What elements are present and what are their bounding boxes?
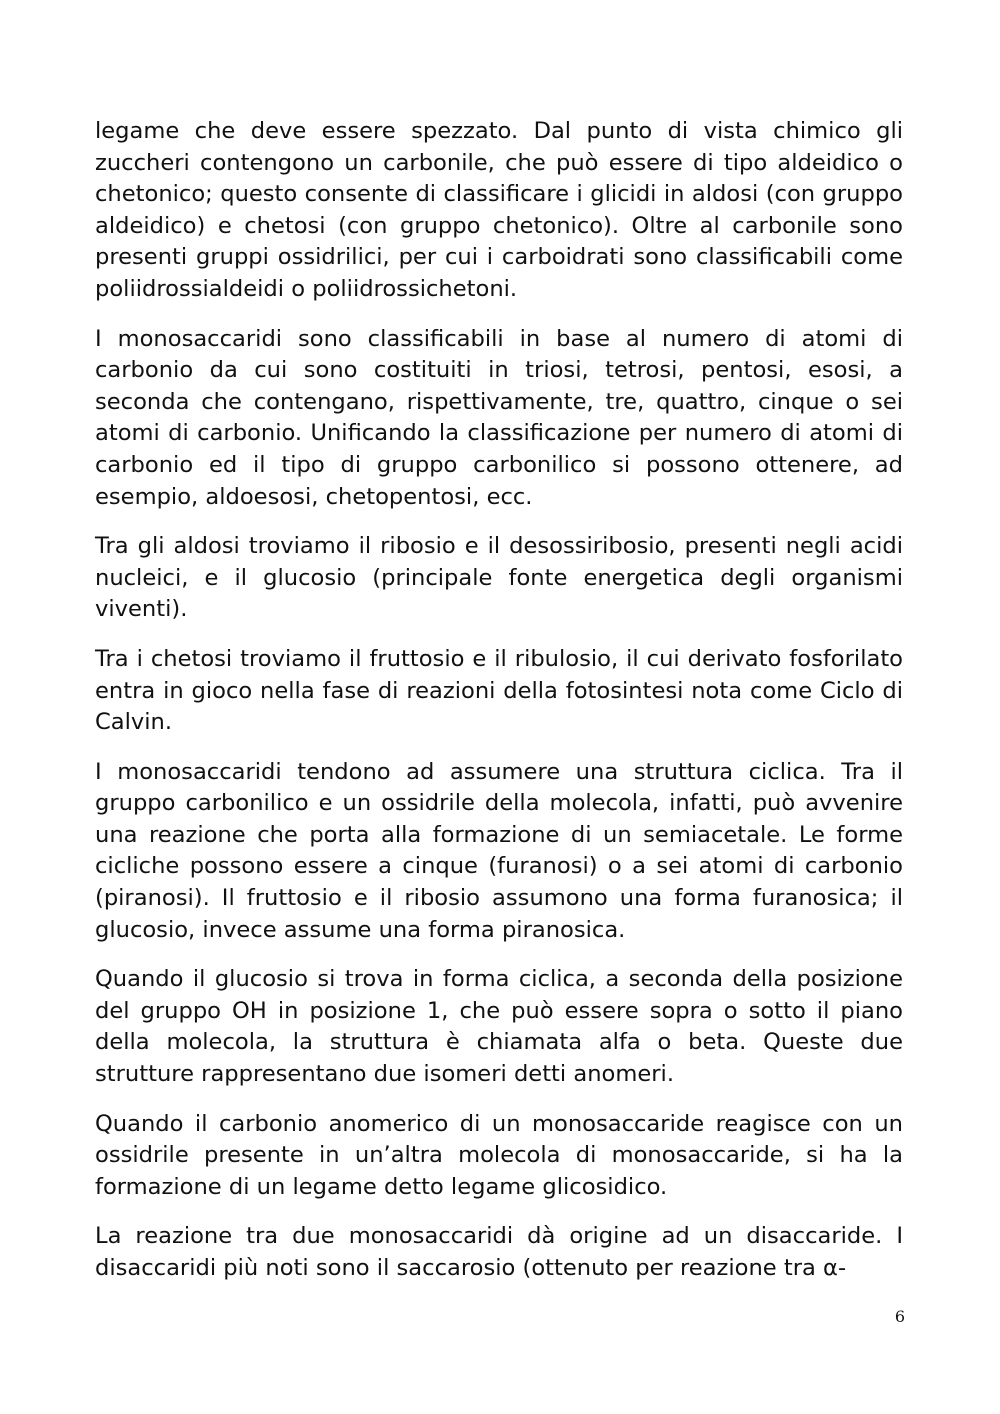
paragraph-aldoses: Tra gli aldosi troviamo il ribosio e il desossiribosio, presenti negli acidi nucleici, e il glucosio (principale fonte energetica degli organismi viventi). [95,533,903,623]
paragraph-monosaccharide-classification: I monosaccaridi sono classificabili in base al numero di atomi di carbonio da cui sono costituiti in triosi, tetrosi, pentosi, esosi, a seconda che contengano, rispettivamente, tre, quattro, cinque o sei atomi di carbonio. Unificando la classificazione per numero di atomi di carbonio ed il tipo di gruppo carbonilico si possono ottenere, ad esempio, aldoesosi, chetopentosi, ecc. [95,325,903,510]
page-body [95,116,903,1303]
paragraph-carbonyl-groups: legame che deve essere spezzato. Dal punto di vista chimico gli zuccheri contengono un carbonile, che può essere di tipo aldeidico o chetonico; questo consente di classificare i glicidi in aldosi (con gruppo aldeidico) e chetosi (con gruppo chetonico). Oltre al carbonile sono presenti gruppi ossidrilici, per cui i carboidrati sono classificabili come poliidrossialdeidi o poliidrossichetoni. [95,118,903,302]
paragraph-glycosidic-bond: Quando il carbonio anomerico di un monosaccaride reagisce con un ossidrile presente in un’altra molecola di monosaccaride, si ha la formazione di un legame detto legame glicosidico. [95,1110,903,1200]
paragraph-ketoses: Tra i chetosi troviamo il fruttosio e il ribulosio, il cui derivato fosforilato entra in gioco nella fase di reazioni della fotosintesi nota come Ciclo di Calvin. [95,645,903,736]
page-number: 6 [894,1307,905,1326]
paragraph-cyclic-structure: I monosaccaridi tendono ad assumere una struttura ciclica. Tra il gruppo carbonilico e un ossidrile della molecola, infatti, può avvenire una reazione che porta alla formazione di un semiacetale. Le forme cicliche possono essere a cinque (furanosi) o a sei atomi di carbonio (piranosi). Il fruttosio e il ribosio assumono una forma furanosica; il glucosio, invece assume una forma piranosica. [95,758,903,943]
paragraph-anomers: Quando il glucosio si trova in forma ciclica, a seconda della posizione del gruppo OH in posizione 1, che può essere sopra o sotto il piano della molecola, la struttura è chiamata alfa o beta. Queste due strutture rappresentano due isomeri detti anomeri. [95,966,903,1088]
paragraph-disaccharides: La reazione tra due monosaccaridi dà origine ad un disaccaride. I disaccaridi più noti sono il saccarosio (ottenuto per reazione tra α- [95,1223,903,1281]
